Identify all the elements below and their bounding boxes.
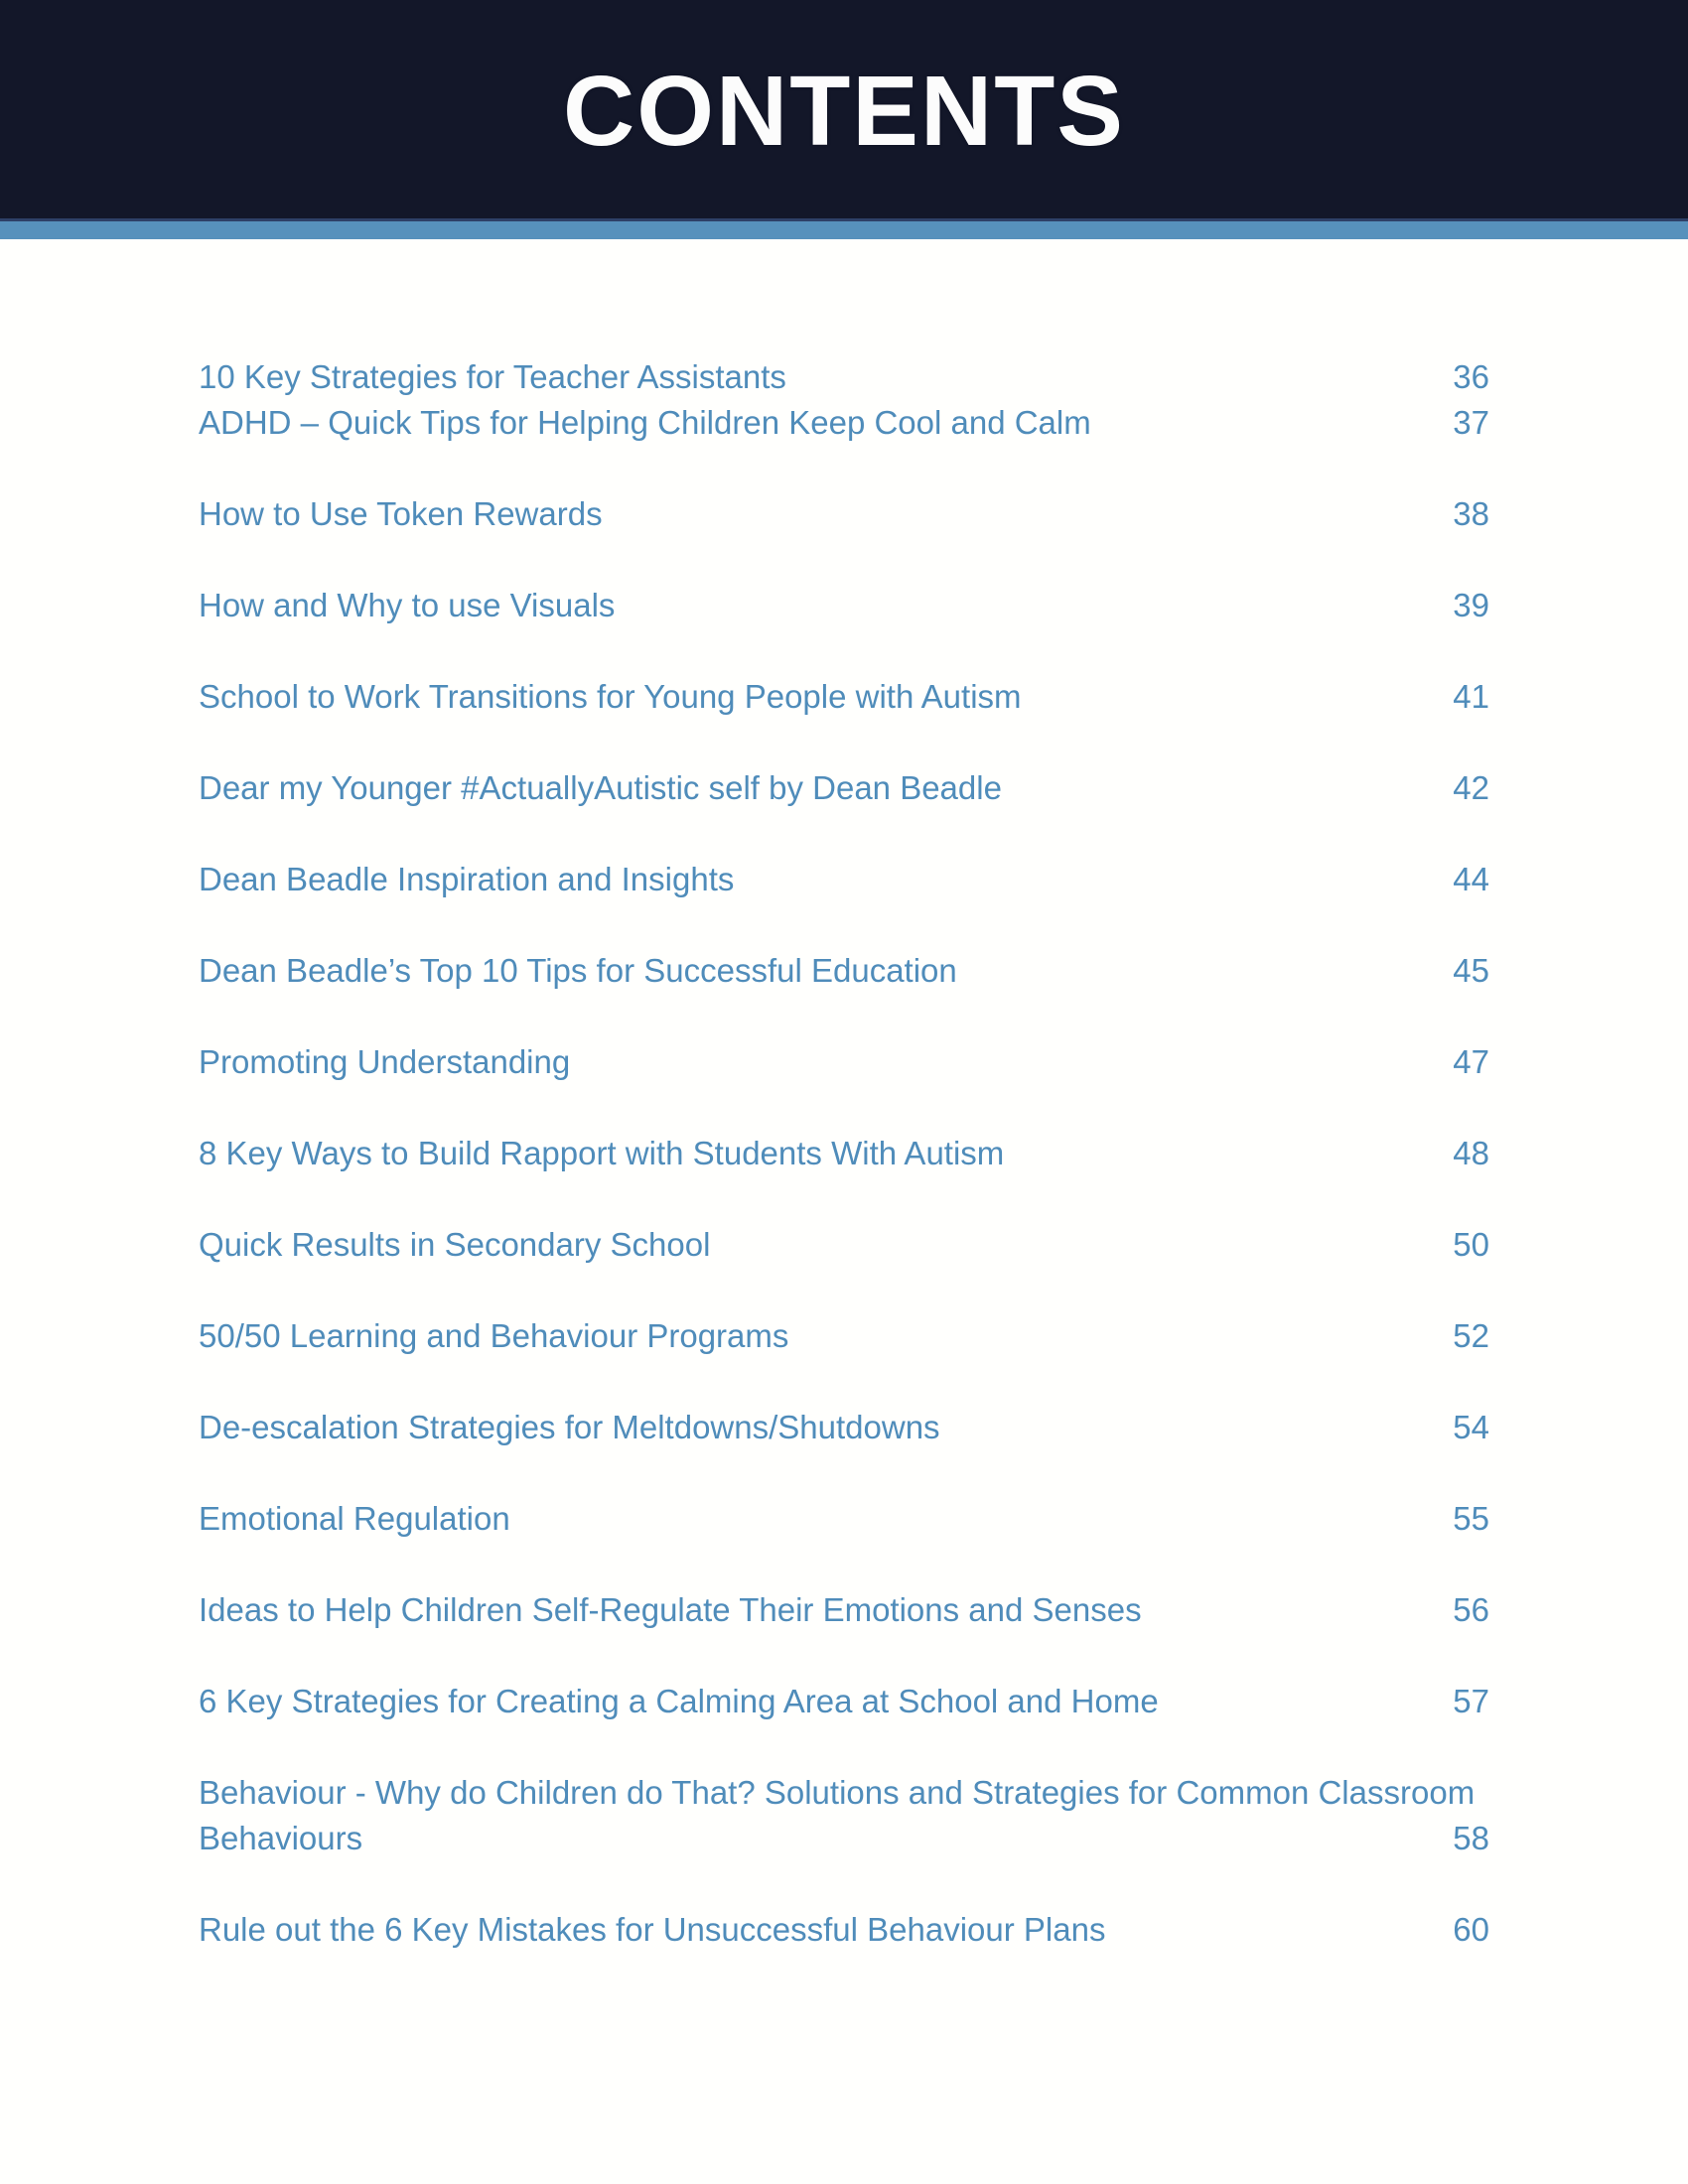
toc-entry-title: De-escalation Strategies for Meltdowns/Shutdowns — [199, 1409, 940, 1445]
toc-entry-title: How and Why to use Visuals — [199, 587, 616, 623]
toc-entry[interactable] — [199, 765, 1489, 811]
toc-entry[interactable] — [199, 400, 1489, 446]
toc-entry-title: 10 Key Strategies for Teacher Assistants — [199, 358, 786, 395]
toc-entry-title: Dean Beadle’s Top 10 Tips for Successful Education — [199, 952, 957, 989]
toc-list — [0, 239, 1688, 1953]
toc-entry-page: 38 — [1453, 495, 1489, 532]
toc-entry-page: 56 — [1453, 1591, 1489, 1628]
toc-entry[interactable] — [199, 1587, 1489, 1633]
toc-entry[interactable] — [199, 1131, 1489, 1176]
page-header-band — [0, 0, 1688, 221]
toc-entry[interactable] — [199, 674, 1489, 720]
toc-entry-title: Promoting Understanding — [199, 1043, 571, 1080]
page-title: CONTENTS — [563, 56, 1125, 167]
toc-entry-title: 6 Key Strategies for Creating a Calming Area at School and Home — [199, 1683, 1159, 1719]
toc-entry-page: 47 — [1453, 1043, 1489, 1080]
toc-entry-title: Dean Beadle Inspiration and Insights — [199, 861, 735, 897]
toc-entry[interactable] — [199, 354, 1489, 400]
toc-entry-page: 50 — [1453, 1226, 1489, 1263]
toc-entry[interactable] — [199, 1770, 1489, 1861]
toc-entry[interactable] — [199, 1313, 1489, 1359]
toc-entry[interactable] — [199, 857, 1489, 902]
toc-entry[interactable] — [199, 583, 1489, 628]
toc-entry[interactable] — [199, 1039, 1489, 1085]
toc-entry[interactable] — [199, 491, 1489, 537]
toc-entry-page: 54 — [1453, 1409, 1489, 1445]
toc-entry-page: 41 — [1453, 678, 1489, 715]
toc-entry-title: Dear my Younger #ActuallyAutistic self by Dean Beadle — [199, 769, 1002, 806]
toc-entry[interactable] — [199, 1496, 1489, 1542]
toc-entry-page: 52 — [1453, 1317, 1489, 1354]
toc-entry-page: 39 — [1453, 587, 1489, 623]
toc-entry-title: ADHD – Quick Tips for Helping Children Keep Cool and Calm — [199, 404, 1091, 441]
toc-entry-page: 58 — [1453, 1820, 1489, 1856]
toc-entry-page: 45 — [1453, 952, 1489, 989]
toc-entry[interactable] — [199, 1907, 1489, 1953]
toc-entry[interactable] — [199, 948, 1489, 994]
toc-entry-title: Quick Results in Secondary School — [199, 1226, 711, 1263]
toc-entry[interactable] — [199, 1679, 1489, 1724]
toc-entry-page: 57 — [1453, 1683, 1489, 1719]
toc-entry-title: Behaviour - Why do Children do That? Solutions and Strategies for Common Classroom Behaviours — [199, 1774, 1476, 1856]
toc-entry-title: How to Use Token Rewards — [199, 495, 603, 532]
toc-entry-title: Rule out the 6 Key Mistakes for Unsuccessful Behaviour Plans — [199, 1911, 1106, 1948]
toc-entry-title: Ideas to Help Children Self-Regulate Their Emotions and Senses — [199, 1591, 1142, 1628]
toc-entry-page: 60 — [1453, 1911, 1489, 1948]
toc-entry-page: 44 — [1453, 861, 1489, 897]
toc-entry-page: 37 — [1453, 404, 1489, 441]
toc-entry[interactable] — [199, 1222, 1489, 1268]
toc-entry-title: School to Work Transitions for Young People with Autism — [199, 678, 1022, 715]
toc-entry-page: 36 — [1453, 358, 1489, 395]
toc-entry-page: 48 — [1453, 1135, 1489, 1171]
toc-entry[interactable] — [199, 1405, 1489, 1450]
toc-entry-page: 42 — [1453, 769, 1489, 806]
toc-entry-page: 55 — [1453, 1500, 1489, 1537]
toc-entry-title: 50/50 Learning and Behaviour Programs — [199, 1317, 789, 1354]
header-accent-stripe — [0, 221, 1688, 239]
toc-entry-title: Emotional Regulation — [199, 1500, 510, 1537]
toc-entry-title: 8 Key Ways to Build Rapport with Students With Autism — [199, 1135, 1005, 1171]
